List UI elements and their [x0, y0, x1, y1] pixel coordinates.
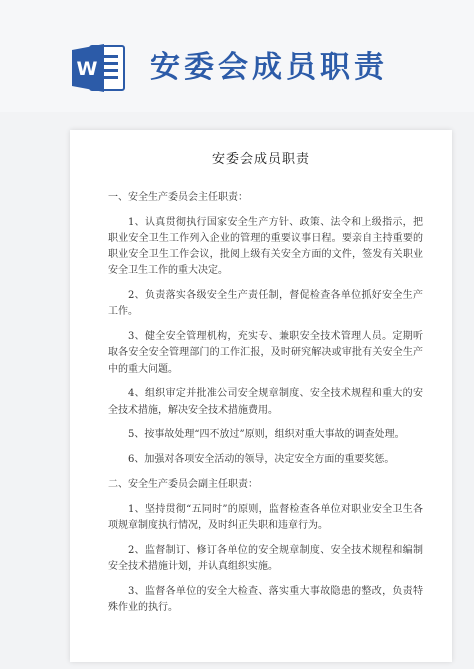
header-title: 安委会成员职责: [150, 50, 388, 85]
document-page: [70, 130, 452, 662]
word-doc-icon: [72, 42, 128, 94]
paragraph: 1、坚持贯彻“五同时”的原则，监督检查各单位对职业安全卫生各项规章制度执行情况，及时纠正失职和违章行为。: [108, 503, 423, 531]
paragraph: 3、监督各单位的安全大检查、落实重大事故隐患的整改，负责特殊作业的执行。: [108, 585, 423, 613]
paragraph: 2、负责落实各级安全生产责任制，督促检查各单位抓好安全生产工作。: [108, 290, 423, 318]
svg-text:W: W: [76, 58, 98, 80]
section-heading: 一、安全生产委员会主任职责：: [108, 192, 248, 203]
paragraph: 1、认真贯彻执行国家安全生产方针、政策、法令和上级指示，把职业安全卫生工作列入企业的管理的重要议事日程。要亲自主持重要的职业安全卫生工作会议，批阅上级有关安全方面的文件，签发有关职业安全卫生工作的重大决定。: [108, 216, 423, 277]
paragraph: 3、健全安全管理机构，充实专、兼职安全技术管理人员。定期听取各安全安全管理部门的工作汇报，及时研究解决或审批有关安全生产中的重大问题。: [108, 331, 423, 375]
document-body: [108, 190, 423, 625]
document-title: 安委会成员职责: [211, 152, 310, 167]
header-banner: [0, 0, 474, 112]
paragraph: 5、按事故处理“四不放过”原则，组织对重大事故的调查处理。: [128, 429, 405, 441]
paragraph: 6、加强对各项安全活动的领导，决定安全方面的重要奖惩。: [128, 454, 395, 466]
paragraph: 4、组织审定并批准公司安全规章制度、安全技术规程和重大的安全技术措施，解决安全技术措施费用。: [108, 388, 423, 416]
paragraph: 2、监督制订、修订各单位的安全规章制度、安全技术规程和编制安全技术措施计划，并认真组织实施。: [108, 544, 423, 572]
section-heading: 二、安全生产委员会副主任职责：: [108, 479, 258, 490]
